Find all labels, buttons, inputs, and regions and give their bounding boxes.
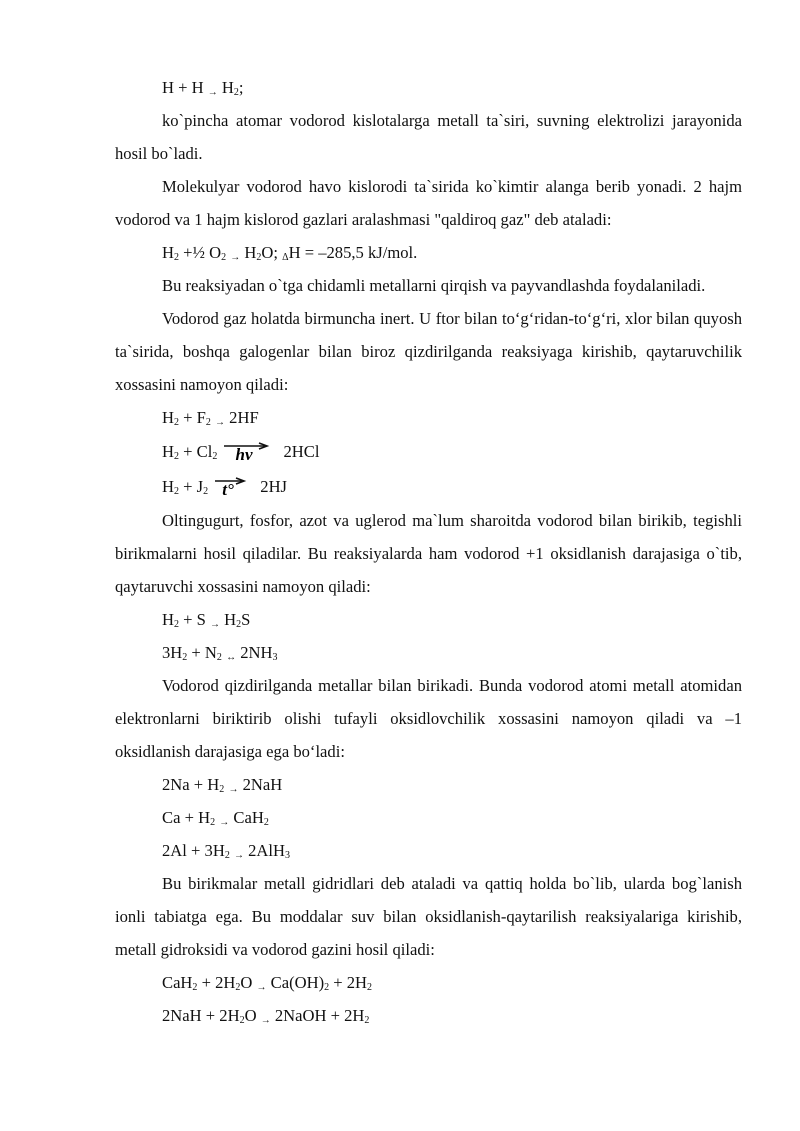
- formula-text: 2AlH: [243, 841, 286, 860]
- paragraph: Bu birikmalar metall gidridlari deb ataladi va qattiq holda bo`lib, ularda bog`lanish ionli tabiatga ega. Bu moddalar suv bilan oksidlanish-qaytarilish reaksiyalariga kirishib, metall gidroksidi va vodorod gazini hosil qiladi:: [115, 874, 742, 959]
- formula-text: H: [220, 610, 237, 629]
- formula-text: H: [240, 243, 257, 262]
- formula-text: 2NaOH + 2H: [270, 1006, 365, 1025]
- subscript: →: [256, 982, 267, 993]
- chemical-equation: [115, 469, 742, 504]
- chemical-equation: [115, 768, 742, 801]
- subscript: 2: [212, 451, 218, 462]
- formula-text: CaH: [229, 808, 264, 827]
- subscript: 2: [182, 652, 188, 663]
- chemical-equation: [115, 636, 742, 669]
- formula-text: Ca + H: [162, 808, 211, 827]
- subscript: 2: [173, 417, 179, 428]
- light-condition-arrow-icon: [221, 442, 271, 464]
- subscript: 2: [236, 619, 242, 630]
- paragraph: Vodorod qizdirilganda metallar bilan birikadi. Bunda vodorod atomi metall atomidan elektronlarni biriktirib olishi tufayli oksidlovchilik xossasini namoyon qiladi va –1 oksidlanish darajasiga ega bo‘ladi:: [115, 676, 742, 761]
- formula-text: + S: [178, 610, 211, 629]
- subscript: →: [233, 850, 244, 861]
- subscript: 2: [173, 451, 179, 462]
- chemical-equation: [115, 236, 742, 269]
- subscript: →: [219, 817, 230, 828]
- formula-text: H: [162, 243, 174, 262]
- subscript: →: [207, 87, 218, 98]
- reaction-product: 2HJ: [260, 477, 288, 496]
- formula-text: H: [162, 610, 174, 629]
- subscript: 2: [173, 619, 179, 630]
- paragraph: Molekulyar vodorod havo kislorodi ta`sirida ko`kimtir alanga berib yonadi. 2 hajm vodorod va 1 hajm kislorod gazlari aralashmasi "qaldiroq gaz" deb ataladi:: [115, 177, 742, 229]
- subscript: 2: [364, 1015, 370, 1026]
- paragraph: Oltingugurt, fosfor, azot va uglerod ma`lum sharoitda vodorod bilan birikib, tegishli birikmalarni hosil qiladilar. Bu reaksiyalarda ham vodorod +1 oksidlanish darajasiga o`tib, qaytaruvchi xossasini namoyon qiladi:: [115, 511, 742, 596]
- chemical-equation: [115, 401, 742, 434]
- formula-text: H: [217, 78, 234, 97]
- subscript: Δ: [282, 252, 289, 263]
- formula-text: ;: [238, 78, 244, 97]
- formula-text: H: [162, 442, 174, 461]
- formula-text: S: [241, 610, 251, 629]
- subscript: 2: [203, 486, 209, 497]
- formula-text: 3H: [162, 643, 183, 662]
- chemical-equation: [115, 834, 742, 867]
- subscript: 2: [367, 982, 373, 993]
- formula-text: + 2H: [197, 973, 236, 992]
- formula-text: CaH: [162, 973, 193, 992]
- formula-text: O: [240, 973, 257, 992]
- formula-text: H: [162, 408, 174, 427]
- subscript: 2: [219, 784, 225, 795]
- formula-text: 2HF: [225, 408, 259, 427]
- paragraph: ko`pincha atomar vodorod kislotalarga metall ta`siri, suvning elektrolizi jarayonida hosil bo`ladi.: [115, 111, 742, 163]
- reaction-product: 2HCl: [283, 442, 320, 461]
- formula-text: + N: [187, 643, 217, 662]
- subscript: 2: [233, 87, 239, 98]
- subscript: →: [210, 619, 221, 630]
- subscript: →: [228, 784, 239, 795]
- subscript: 3: [285, 850, 291, 861]
- arrow-condition-label: hν: [235, 445, 253, 465]
- formula-text: O: [244, 1006, 261, 1025]
- subscript: ↔: [226, 652, 237, 663]
- formula-text: 2Na + H: [162, 775, 220, 794]
- subscript: 3: [272, 652, 278, 663]
- formula-text: + F: [178, 408, 206, 427]
- subscript: 2: [205, 417, 211, 428]
- subscript: 2: [192, 982, 198, 993]
- formula-text: 2Al + 3H: [162, 841, 225, 860]
- subscript: 2: [221, 252, 227, 263]
- chemical-equation: [115, 434, 742, 469]
- subscript: 2: [173, 486, 179, 497]
- subscript: →: [230, 252, 241, 263]
- formula-text: 2NaH + 2H: [162, 1006, 240, 1025]
- subscript: 2: [263, 817, 269, 828]
- chemical-equation: [115, 999, 742, 1032]
- subscript: 2: [256, 252, 262, 263]
- formula-text: H: [162, 477, 174, 496]
- formula-text: + 2H: [329, 973, 368, 992]
- subscript: 2: [324, 982, 330, 993]
- chemical-equation: [115, 801, 742, 834]
- paragraph: Bu reaksiyadan o`tga chidamli metallarni qirqish va payvandlashda foydalaniladi.: [162, 276, 706, 295]
- formula-text: Ca(OH): [266, 973, 325, 992]
- subscript: →: [215, 417, 226, 428]
- formula-text: + J: [178, 477, 204, 496]
- chemical-equation: [115, 603, 742, 636]
- formula-text: + Cl: [178, 442, 213, 461]
- subscript: 2: [239, 1015, 245, 1026]
- subscript: →: [260, 1015, 271, 1026]
- formula-text: O;: [261, 243, 283, 262]
- formula-text: 2NaH: [238, 775, 283, 794]
- subscript: 2: [235, 982, 241, 993]
- subscript: 2: [216, 652, 222, 663]
- subscript: 2: [173, 252, 179, 263]
- arrow-condition-label: t°: [222, 480, 235, 500]
- chemical-equation: [115, 966, 742, 999]
- heat-condition-arrow-icon: [212, 477, 248, 499]
- subscript: 2: [210, 817, 216, 828]
- formula-text: 2NH: [236, 643, 273, 662]
- formula-text: +½ O: [178, 243, 222, 262]
- paragraph: Vodorod gaz holatda birmuncha inert. U ftor bilan to‘g‘ridan-to‘g‘ri, xlor bilan quyosh ta`sirida, boshqa galogenlar bilan biroz qizdirilganda reaksiyaga kirishib, qaytaruvchilik xossasini namoyon qiladi:: [115, 309, 742, 394]
- subscript: 2: [224, 850, 230, 861]
- document-body: [115, 71, 742, 1032]
- chemical-equation: [115, 71, 742, 104]
- formula-text: H = –285,5 kJ/mol.: [288, 243, 418, 262]
- formula-text: H + H: [162, 78, 208, 97]
